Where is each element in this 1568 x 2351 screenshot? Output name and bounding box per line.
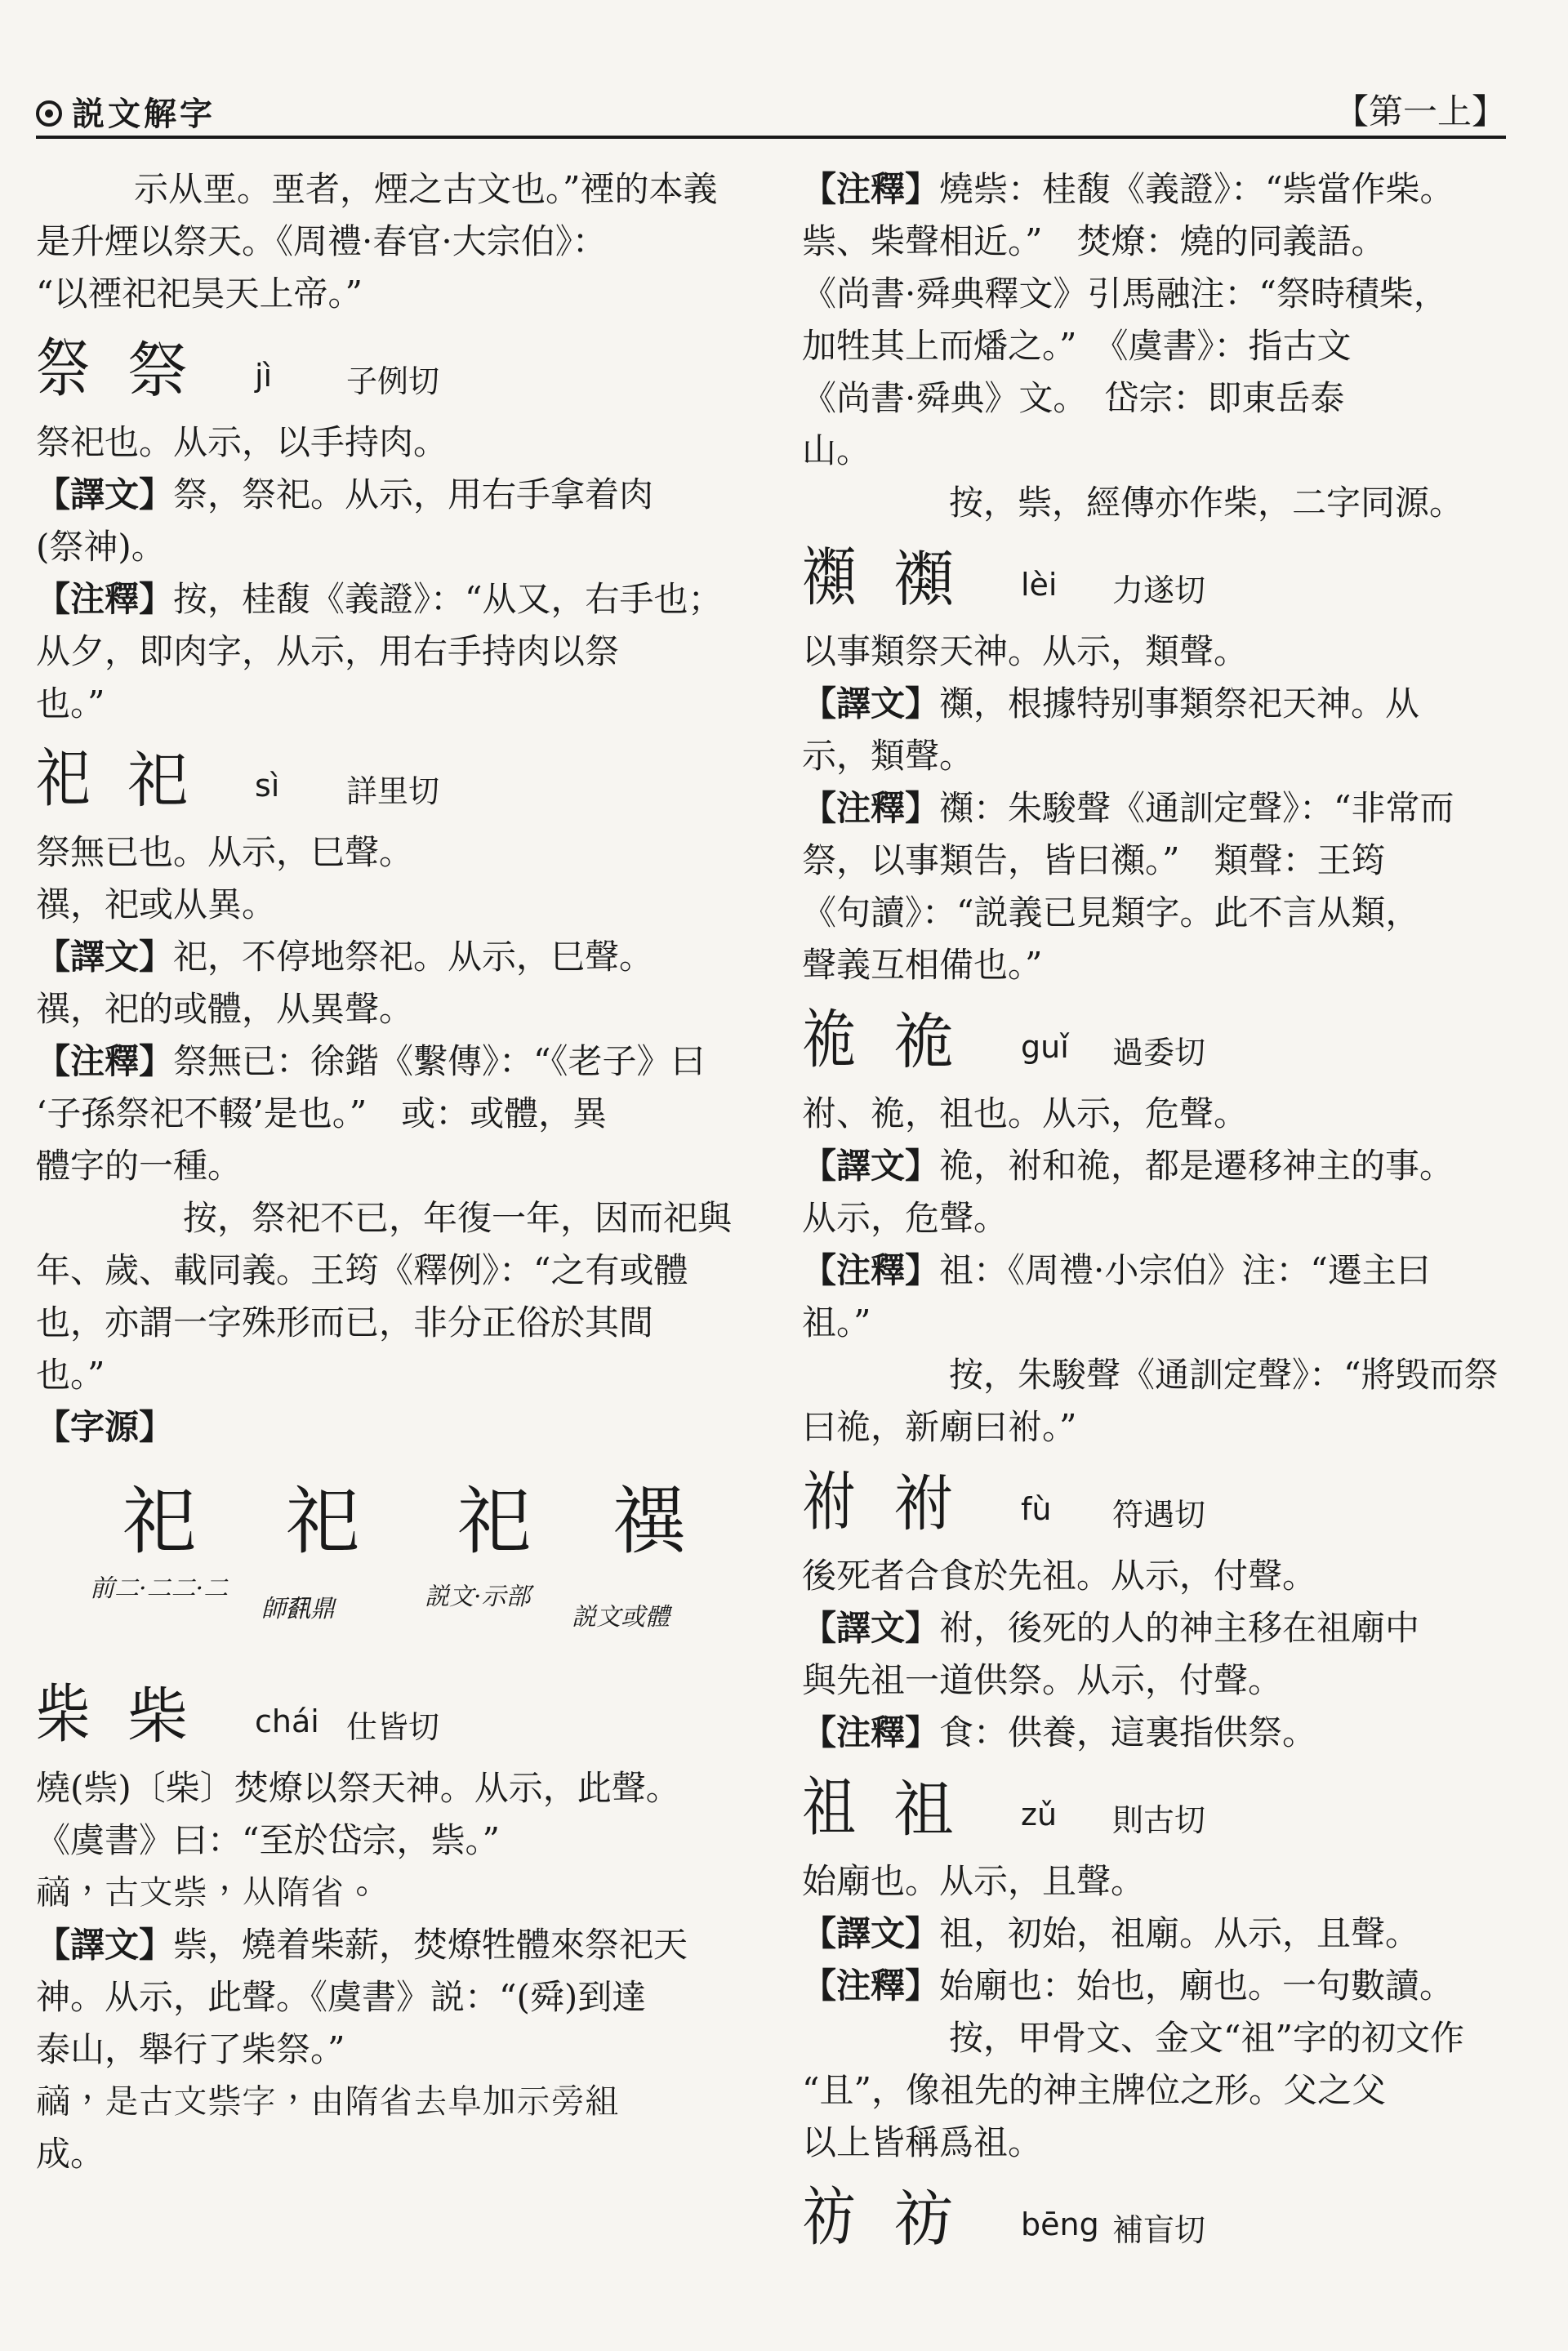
- text-line: [802, 782, 1521, 835]
- head-character: 祖: [893, 1774, 954, 1845]
- annotation-tag: 【譯文】: [36, 937, 174, 977]
- annotation-tag: 【譯文】: [802, 1608, 940, 1648]
- text-line: [802, 1401, 1521, 1454]
- annotation-tag: 【譯文】: [36, 1925, 174, 1965]
- text-line: [36, 1867, 755, 1919]
- text-line: [802, 216, 1521, 268]
- circle-dot-icon: [36, 100, 62, 127]
- fanqie-reading: 則古切: [1112, 1802, 1206, 1838]
- line-text: 泰山，舉行了柴祭。”: [36, 2029, 345, 2069]
- text-line: [36, 626, 755, 678]
- line-text: 按，桂馥《義證》：“从又，右手也；: [173, 579, 723, 619]
- ancient-glyph: 祀: [122, 1479, 196, 1565]
- text-line: [36, 678, 755, 730]
- seal-script-glyph: 祊: [802, 2181, 855, 2255]
- line-text: 曰祪，新廟曰祔。”: [802, 1407, 1077, 1447]
- text-line: [802, 1140, 1521, 1192]
- annotation-tag: 【注釋】: [802, 169, 940, 209]
- head-character: 柴: [127, 1681, 188, 1752]
- line-text: 祪，祔和祪，都是遷移神主的事。: [939, 1146, 1454, 1186]
- text-line: [802, 730, 1521, 782]
- pinyin: bēng: [1021, 2206, 1099, 2242]
- text-line: [36, 826, 755, 879]
- text-line: [36, 216, 755, 268]
- pinyin: jì: [255, 358, 273, 394]
- line-text: 燒(祡)〔柴〕焚燎以祭天神。从示，此聲。: [36, 1768, 680, 1808]
- fanqie-reading: 符遇切: [1112, 1497, 1206, 1533]
- head-character: 祭: [127, 336, 188, 406]
- text-line: [802, 1855, 1521, 1908]
- header-rule: [36, 136, 1506, 139]
- line-text: 祀，不停地祭祀。从示，巳聲。: [173, 937, 654, 977]
- line-text: 《句讀》：“説義已見類字。此不言从類，: [802, 893, 1420, 933]
- line-text: ‘子孫祭祀不輟’是也。” 或：或體，異: [36, 1093, 608, 1133]
- line-text: 祭無已也。从示，巳聲。: [36, 832, 414, 872]
- line-text: 按，祭祀不已，年復一年，因而祀與: [183, 1198, 733, 1238]
- line-text: 也。”: [36, 1355, 105, 1395]
- pinyin: sì: [255, 768, 280, 804]
- head-character: 祀: [127, 746, 188, 816]
- line-text: 禩，祀或从異。: [36, 884, 277, 924]
- pinyin: zǔ: [1021, 1797, 1058, 1832]
- seal-script-glyph: 祖: [802, 1771, 855, 1845]
- line-text: 示从垔。垔者，煙之古文也。”禋的本義: [134, 169, 718, 209]
- head-character: 禷: [893, 545, 954, 615]
- text-line: [36, 1192, 755, 1245]
- dictionary-entry: [36, 325, 755, 416]
- text-line: [802, 425, 1521, 477]
- text-line: [36, 1035, 755, 1088]
- glyph-caption: 前二·二二·二: [90, 1574, 229, 1603]
- annotation-tag: 【譯文】: [802, 683, 940, 724]
- text-line: [36, 879, 755, 931]
- text-line: [802, 678, 1521, 730]
- line-text: 祭無已：徐鍇《繫傳》：“《老子》曰: [173, 1041, 706, 1081]
- head-character: 祔: [893, 1469, 954, 1539]
- book-title: [36, 88, 216, 135]
- line-text: 祭，祭祀。从示，用右手拿着肉: [173, 474, 654, 514]
- fanqie-reading: 仕皆切: [346, 1709, 440, 1745]
- line-text: 《尚書·舜典》文。 岱宗：即東岳泰: [802, 378, 1345, 418]
- text-line: [802, 1349, 1521, 1401]
- section-label: 【第一上】: [1334, 91, 1506, 131]
- text-line: [36, 469, 755, 521]
- text-line: [36, 1814, 755, 1867]
- fanqie-reading: 力遂切: [1112, 572, 1206, 608]
- line-text: 以上皆稱爲祖。: [802, 2122, 1043, 2162]
- dictionary-entry: [802, 2174, 1521, 2265]
- glyph-caption: 師𩛥鼎: [261, 1595, 335, 1623]
- text-line: [802, 2012, 1521, 2064]
- head-character: 祊: [893, 2184, 954, 2255]
- text-line: [802, 1245, 1521, 1297]
- text-line: [802, 268, 1521, 320]
- line-text: 按，甲骨文、金文“祖”字的初文作: [949, 2018, 1464, 2058]
- line-text: 始廟也：始也，廟也。一句數讀。: [939, 1966, 1454, 2006]
- text-line: [36, 573, 755, 626]
- text-line: [36, 1971, 755, 2024]
- right-column: [802, 163, 1521, 2265]
- character-origin-figure: [82, 1454, 755, 1666]
- text-line: [36, 521, 755, 573]
- line-text: 祖。”: [802, 1302, 871, 1342]
- line-text: 是升煙以祭天。《周禮·春官·大宗伯》：: [36, 221, 607, 261]
- text-line: [802, 1654, 1521, 1707]
- line-text: 祖，初始，祖廟。从示，且聲。: [939, 1913, 1420, 1953]
- text-line: [36, 1762, 755, 1814]
- seal-script-glyph: 禷: [802, 541, 855, 615]
- head-character: 祪: [893, 1007, 954, 1077]
- annotation-tag: 【注釋】: [36, 579, 174, 619]
- left-column: [36, 163, 755, 2180]
- line-text: 以事類祭天神。从示，類聲。: [802, 631, 1249, 671]
- text-line: [802, 939, 1521, 991]
- dictionary-entry: [802, 996, 1521, 1088]
- text-line: [36, 1919, 755, 1971]
- fanqie-reading: 過委切: [1112, 1035, 1206, 1071]
- line-text: 聲義互相備也。”: [802, 945, 1043, 985]
- text-line: [36, 1140, 755, 1192]
- line-text: 《尚書·舜典釋文》引馬融注：“祭時積柴，: [802, 274, 1448, 314]
- line-text: 神。从示，此聲。《虞書》説：“(舜)到達: [36, 1977, 647, 2017]
- text-line: [802, 2064, 1521, 2117]
- line-text: 祔，後死的人的神主移在祖廟中: [939, 1608, 1420, 1648]
- line-text: 𥛚，是古文祡字，由隋省去阜加示旁組: [36, 2082, 620, 2122]
- annotation-tag: 【注釋】: [802, 1966, 940, 2006]
- seal-script-glyph: 祀: [36, 742, 89, 816]
- line-text: 燒祡：桂馥《義證》：“祡當作柴。: [939, 169, 1454, 209]
- line-text: 與先祖一道供祭。从示，付聲。: [802, 1660, 1283, 1700]
- pinyin: lèi: [1021, 567, 1058, 603]
- annotation-tag: 【譯文】: [36, 474, 174, 514]
- text-line: [36, 1349, 755, 1401]
- line-text: 从夕，即肉字，从示，用右手持肉以祭: [36, 631, 620, 671]
- line-text: 加牲其上而燔之。” 《虞書》：指古文: [802, 326, 1352, 366]
- text-line: [802, 835, 1521, 887]
- text-line: [802, 1960, 1521, 2012]
- text-line: [802, 163, 1521, 216]
- line-text: 祖：《周禮·小宗伯》注：“遷主曰: [939, 1250, 1431, 1290]
- text-line: [802, 1550, 1521, 1602]
- page-header: [36, 82, 1506, 140]
- ancient-glyph: 禩: [612, 1479, 686, 1565]
- text-line: [802, 1707, 1521, 1759]
- dictionary-entry: [802, 534, 1521, 626]
- fanqie-reading: 補盲切: [1112, 2212, 1206, 2248]
- line-text: 食：供養，這裏指供祭。: [939, 1712, 1317, 1752]
- text-line: [802, 887, 1521, 939]
- line-text: 始廟也。从示，且聲。: [802, 1861, 1146, 1901]
- text-line: [36, 931, 755, 983]
- seal-script-glyph: 柴: [36, 1678, 89, 1752]
- line-text: 禷，根據特别事類祭祀天神。从: [939, 683, 1420, 724]
- seal-script-glyph: 祔: [802, 1466, 855, 1539]
- text-line: [802, 372, 1521, 425]
- glyph-caption: 説文或體: [572, 1603, 670, 1632]
- line-text: 祡、柴聲相近。” 焚燎：燒的同義語。: [802, 221, 1386, 261]
- line-text: “且”，像祖先的神主牌位之形。父之父: [802, 2070, 1386, 2110]
- seal-script-glyph: 祪: [802, 1004, 855, 1077]
- line-text: 禷：朱駿聲《通訓定聲》：“非常而: [939, 788, 1454, 828]
- book-title-text: 説文解字: [72, 95, 216, 133]
- ancient-glyph: 祀: [457, 1479, 531, 1565]
- dictionary-entry: [36, 1671, 755, 1762]
- glyph-caption: 説文·示部: [425, 1583, 531, 1611]
- text-line: [36, 1245, 755, 1297]
- text-line: [802, 477, 1521, 529]
- text-line: [802, 1088, 1521, 1140]
- text-line: [36, 983, 755, 1035]
- dictionary-entry: [36, 735, 755, 826]
- line-text: (祭神)。: [36, 527, 166, 567]
- line-text: “以禋祀祀昊天上帝。”: [36, 274, 363, 314]
- fanqie-reading: 詳里切: [346, 773, 440, 809]
- text-line: [36, 1297, 755, 1349]
- annotation-tag: 【注釋】: [802, 1712, 940, 1752]
- text-line: [802, 1602, 1521, 1654]
- text-line: [36, 2076, 755, 2128]
- text-line: [802, 626, 1521, 678]
- annotation-tag: 【注釋】: [802, 1250, 940, 1290]
- annotation-tag: 【譯文】: [802, 1913, 940, 1953]
- line-text: 後死者合食於先祖。从示，付聲。: [802, 1556, 1317, 1596]
- pinyin: guǐ: [1021, 1029, 1069, 1065]
- annotation-tag: 【譯文】: [802, 1146, 940, 1186]
- line-text: 禩，祀的或體，从異聲。: [36, 989, 414, 1029]
- line-text: 成。: [36, 2134, 105, 2174]
- text-line: [36, 268, 755, 320]
- line-text: 《虞書》曰：“至於岱宗，祡。”: [36, 1820, 500, 1860]
- line-text: 按，祡，經傳亦作柴，二字同源。: [949, 483, 1464, 523]
- text-line: [36, 1088, 755, 1140]
- annotation-tag: 【字源】: [36, 1407, 174, 1447]
- text-line: [36, 2128, 755, 2180]
- line-text: 體字的一種。: [36, 1146, 243, 1186]
- text-line: [36, 163, 755, 216]
- text-line: [36, 1401, 755, 1454]
- pinyin: fù: [1021, 1491, 1052, 1527]
- ancient-glyph: 祀: [286, 1479, 359, 1565]
- annotation-tag: 【注釋】: [802, 788, 940, 828]
- line-text: 祭祀也。从示，以手持肉。: [36, 422, 448, 462]
- line-text: 祔、祪，祖也。从示，危聲。: [802, 1093, 1249, 1133]
- line-text: 按，朱駿聲《通訓定聲》：“將毁而祭: [949, 1355, 1499, 1395]
- line-text: 祭，以事類告，皆曰禷。” 類聲：王筠: [802, 840, 1386, 880]
- line-text: 祡，燒着柴薪，焚燎牲體來祭祀天: [173, 1925, 688, 1965]
- annotation-tag: 【注釋】: [36, 1041, 174, 1081]
- pinyin: chái: [255, 1703, 319, 1739]
- text-line: [802, 1297, 1521, 1349]
- line-text: 示，類聲。: [802, 736, 974, 776]
- text-line: [36, 2024, 755, 2076]
- dictionary-entry: [802, 1764, 1521, 1855]
- seal-script-glyph: 祭: [36, 332, 89, 406]
- text-line: [36, 416, 755, 469]
- text-line: [802, 2117, 1521, 2169]
- text-line: [802, 1908, 1521, 1960]
- line-text: 从示，危聲。: [802, 1198, 1009, 1238]
- text-line: [802, 1192, 1521, 1245]
- line-text: 𥛚，古文祡，从隋省。: [36, 1872, 380, 1912]
- line-text: 山。: [802, 430, 871, 470]
- text-line: [802, 320, 1521, 372]
- line-text: 也。”: [36, 683, 105, 724]
- fanqie-reading: 子例切: [346, 363, 440, 399]
- line-text: 年、歲、載同義。王筠《釋例》：“之有或體: [36, 1250, 688, 1290]
- line-text: 也，亦謂一字殊形而已，非分正俗於其間: [36, 1302, 654, 1342]
- dictionary-entry: [802, 1458, 1521, 1550]
